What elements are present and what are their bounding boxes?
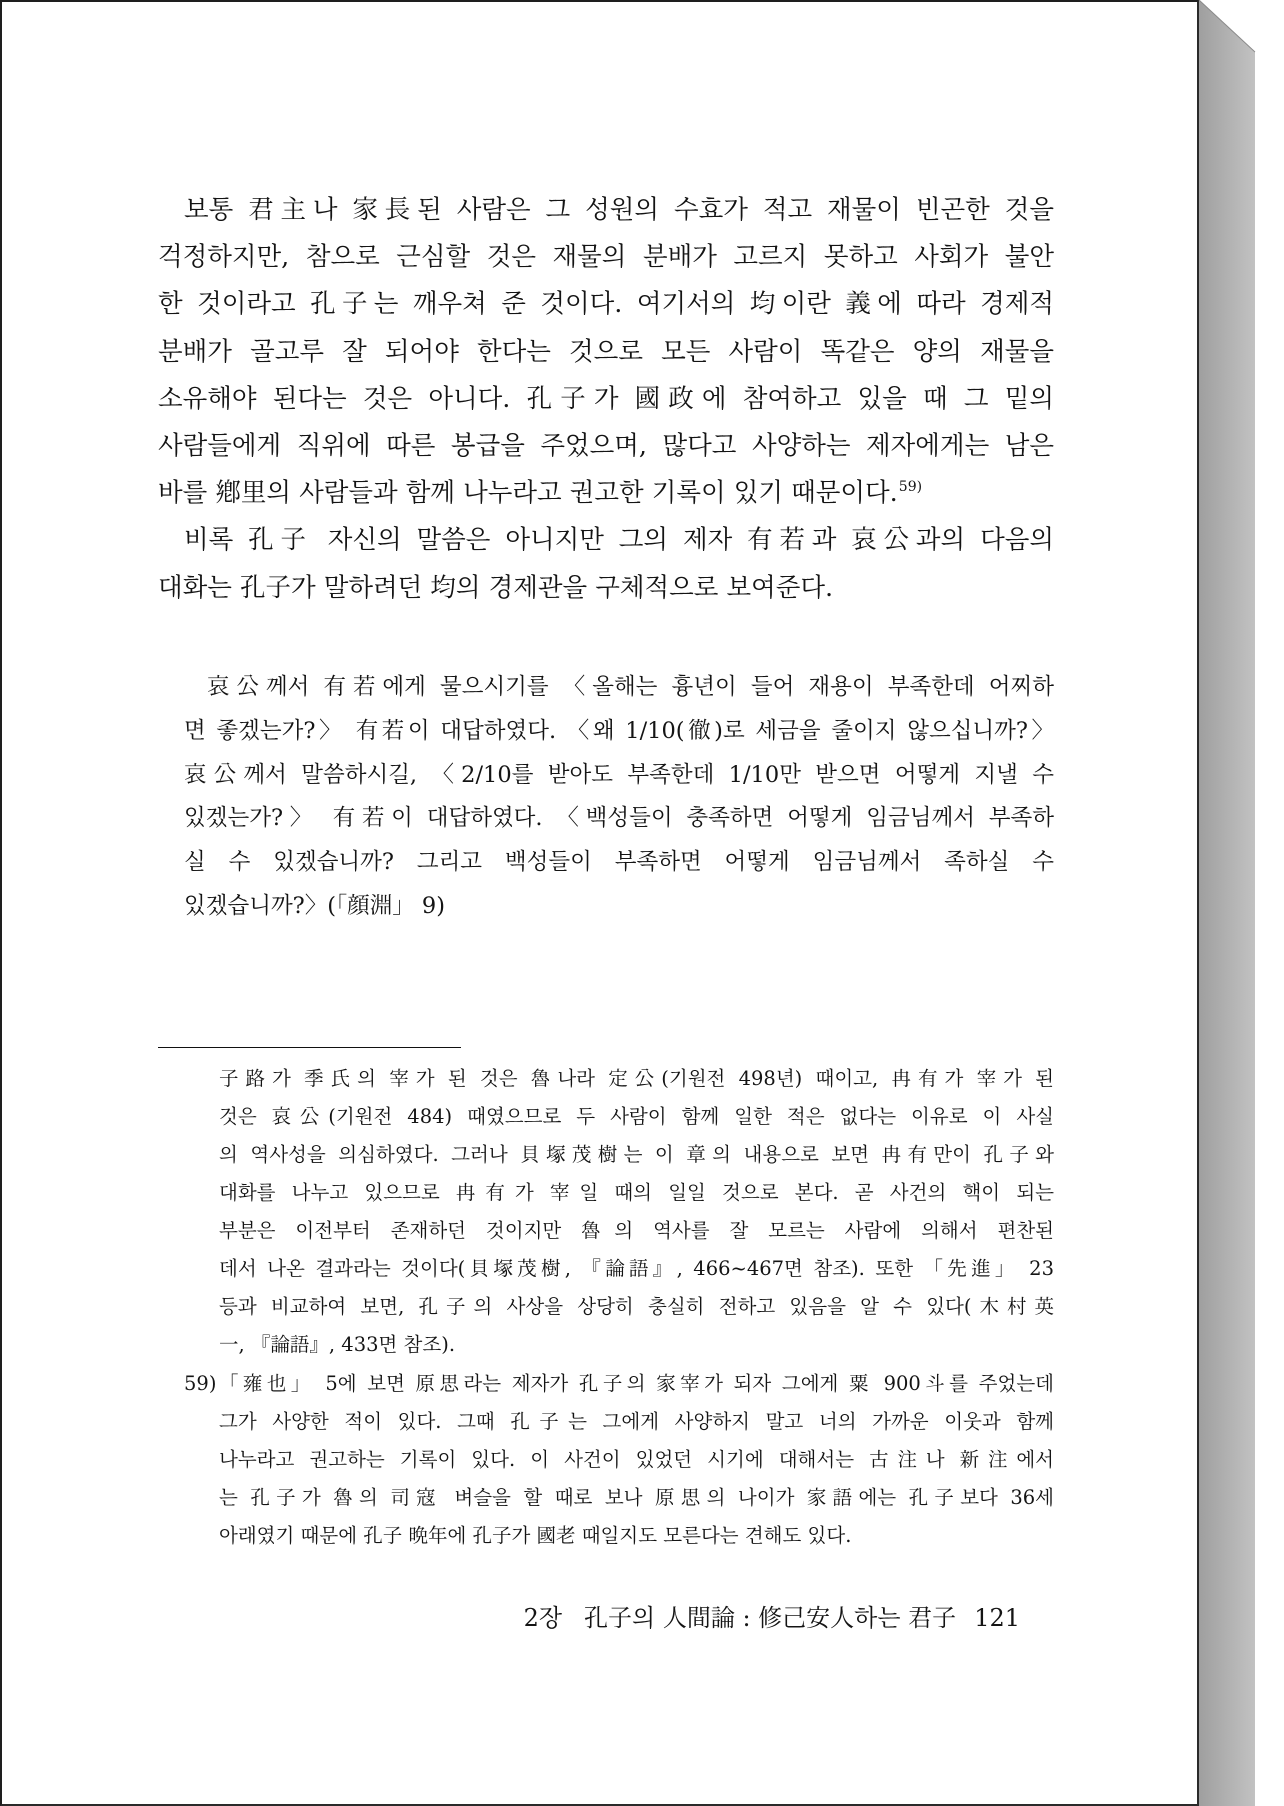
footnote-line: 데서 나온 결과라는 것이다(貝塚茂樹, 『論語』, 466~467면 참조). 또한 「先進」 23 [219, 1257, 1054, 1280]
body-line: 소유해야 된다는 것은 아니다. 孔子가 國政에 참여하고 있을 때 그 밑의 [158, 383, 1054, 414]
body-line-text: 바를 鄕里의 사람들과 함께 나누라고 권고한 기록이 있기 때문이다. [158, 478, 898, 509]
quote-line: 있겠는가?〉 有若이 대답하였다. 〈백성들이 충족하면 어떻게 임금님께서 부족하 [184, 805, 1054, 832]
footnote-line: 는 孔子가 魯의 司寇 벼슬을 할 때로 보나 原思의 나이가 家語에는 孔子보다 36세 [219, 1486, 1054, 1509]
body-text [158, 187, 1054, 612]
body-line: 분배가 골고루 잘 되어야 한다는 것으로 모든 사람이 똑같은 양의 재물을 [158, 336, 1054, 367]
running-footer [470, 1598, 1020, 1638]
footnote-line: 대화를 나누고 있으므로 冉有가 宰일 때의 일일 것으로 본다. 곧 사건의 핵이 되는 [219, 1181, 1054, 1204]
footnote-rule [158, 1047, 461, 1048]
footnote-line-text: 「雍也」 5에 보면 原思라는 제자가 孔子의 家宰가 되자 그에게 粟 900斗를 주었는데 [219, 1372, 1054, 1395]
page-number: 121 [974, 1604, 1020, 1632]
quote-line: 실 수 있겠습니까? 그리고 백성들이 부족하면 어떻게 임금님께서 족하실 수 [184, 849, 1054, 876]
paragraph [158, 187, 1054, 517]
footnote-line: 子路가 季氏의 宰가 된 것은 魯나라 定公(기원전 498년) 때이고, 冉有가 宰가 된 [219, 1067, 1054, 1090]
paragraph [158, 517, 1054, 611]
quote-line: 면 좋겠는가?〉 有若이 대답하였다. 〈왜 1/10(徹)로 세금을 줄이지 않으십니까?〉 [184, 717, 1054, 744]
body-line: 보통 君主나 家長된 사람은 그 성원의 수효가 적고 재물이 빈곤한 것을 [184, 195, 1054, 225]
body-line: 비록 孔子 자신의 말씀은 아니지만 그의 제자 有若과 哀公과의 다음의 [184, 525, 1054, 556]
footnote-line: 등과 비교하여 보면, 孔子의 사상을 상당히 충실히 전하고 있음을 알 수 있다(木村英 [219, 1295, 1054, 1318]
footnote-line: 아래였기 때문에 孔子 晩年에 孔子가 國老 때일지도 모른다는 견해도 있다. [219, 1524, 852, 1547]
footnote-ref: 59) [898, 478, 923, 495]
footnote-number: 59) [184, 1372, 217, 1395]
body-line [158, 470, 1054, 517]
footnote-line [184, 1365, 1054, 1403]
chapter-label: 2장 [523, 1604, 563, 1632]
block-quote [184, 666, 1054, 929]
body-line: 한 것이라고 孔子는 깨우쳐 준 것이다. 여기서의 均이란 義에 따라 경제적 [158, 289, 1054, 320]
footnote-line: 一, 『論語』, 433면 참조). [219, 1333, 456, 1356]
footnote-line: 그가 사양한 적이 있다. 그때 孔子는 그에게 사양하지 말고 너의 가까운 이웃과 함께 [219, 1410, 1054, 1433]
footnotes [184, 1060, 1054, 1555]
footnote-line: 것은 哀公(기원전 484) 때였으므로 두 사람이 함께 일한 적은 없다는 이유로 이 사실 [219, 1105, 1054, 1128]
footnote-line: 나누라고 권고하는 기록이 있다. 이 사건이 있었던 시기에 대해서는 古注나 新注에서 [219, 1448, 1054, 1471]
footnote-line: 의 역사성을 의심하였다. 그러나 貝塚茂樹는 이 章의 내용으로 보면 冉有만이 孔子와 [219, 1143, 1054, 1166]
footnote [184, 1365, 1054, 1555]
footnote [219, 1060, 1054, 1364]
body-line: 대화는 孔子가 말하려던 均의 경제관을 구체적으로 보여준다. [158, 572, 834, 603]
footnote-line: 부분은 이전부터 존재하던 것이지만 魯의 역사를 잘 모르는 사람에 의해서 편찬된 [219, 1219, 1054, 1242]
body-line: 사람들에게 직위에 따른 봉급을 주었으며, 많다고 사양하는 제자에게는 남은 [158, 430, 1054, 461]
quote-line: 있겠습니까?〉(「顔淵」 9) [184, 892, 446, 919]
running-title: 孔子의 人間論 : 修己安人하는 君子 [584, 1604, 957, 1632]
body-line: 걱정하지만, 참으로 근심할 것은 재물의 분배가 고르지 못하고 사회가 불안 [158, 242, 1054, 273]
quote-line: 哀公께서 有若에게 물으시기를 〈올해는 흉년이 들어 재용이 부족한데 어찌하 [207, 674, 1054, 700]
quote-line: 哀公께서 말씀하시길, 〈2/10를 받아도 부족한데 1/10만 받으면 어떻게 지낼 수 [184, 761, 1054, 788]
